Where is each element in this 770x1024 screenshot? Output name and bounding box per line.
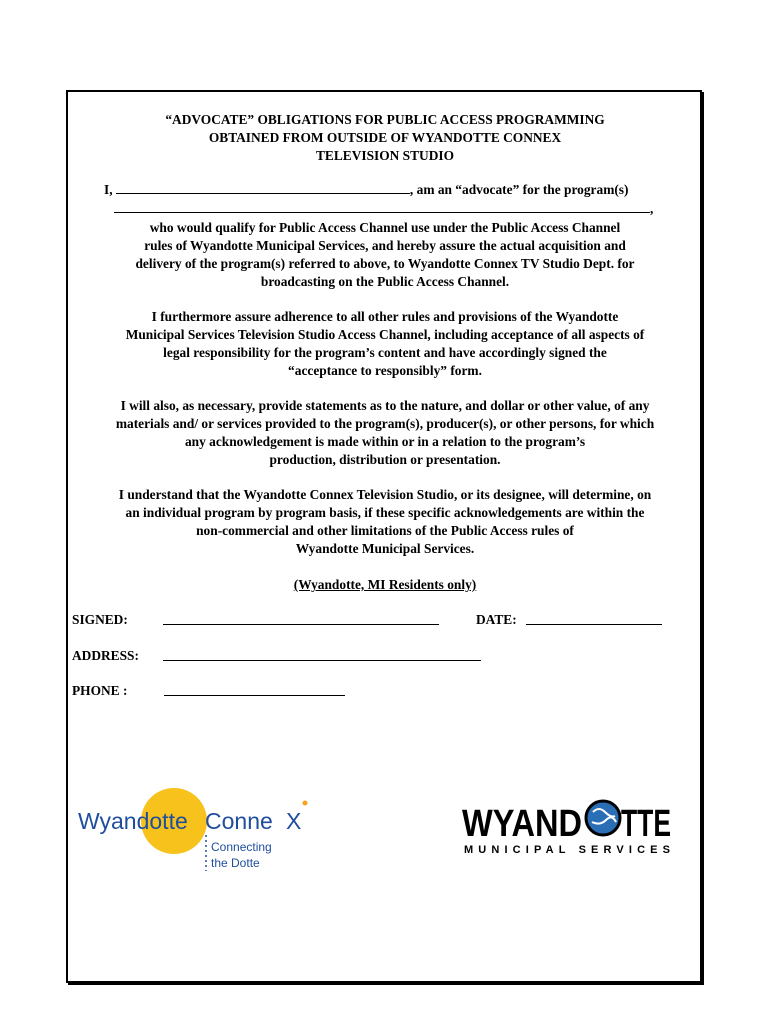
address-label: ADDRESS: [72, 648, 139, 663]
para1-line: delivery of the program(s) referred to above, to Wyandotte Connex TV Studio Dept. for [135, 256, 635, 271]
intro-line [104, 181, 628, 199]
wyandotte-connex-logo [76, 785, 316, 875]
para3-line: I will also, as necessary, provide statements as to the nature, and dollar or other value, of any [120, 398, 650, 413]
residents-note [70, 576, 700, 594]
paragraph-1 [70, 219, 700, 291]
connex-name-wyandotte: Wyandotte [78, 808, 188, 834]
wyandotte-municipal-services-logo [458, 790, 678, 860]
signature-field[interactable] [163, 624, 439, 625]
title-line-1: “ADVOCATE” OBLIGATIONS FOR PUBLIC ACCESS PROGRAMMING [165, 112, 605, 127]
program-name-blank[interactable] [114, 200, 650, 213]
connex-name-x: X [286, 808, 302, 834]
para1-line: rules of Wyandotte Municipal Services, and hereby assure the actual acquisition and [144, 238, 626, 253]
wms-subtitle: MUNICIPAL SERVICES [464, 844, 670, 856]
para4-line: Wyandotte Municipal Services. [295, 541, 475, 556]
paragraph-4 [70, 486, 700, 558]
para4-line: non-commercial and other limitations of the Public Access rules of [196, 523, 574, 538]
wms-globe-icon [586, 801, 620, 835]
connex-tagline-1: Connecting [211, 840, 272, 854]
intro-suffix: , am an “advocate” for the program(s) [409, 182, 629, 197]
paragraph-2 [70, 308, 700, 380]
paragraph-3 [70, 397, 700, 469]
para3-line: materials and/ or services provided to the program(s), producer(s), or other persons, for which [115, 416, 655, 431]
residents-note-text: (Wyandotte, MI Residents only) [293, 577, 477, 592]
connex-dot-icon [303, 801, 308, 806]
wms-name-wyand: WYAND [462, 803, 582, 845]
signed-label: SIGNED: [72, 612, 128, 627]
intro-prefix: I, [104, 182, 113, 197]
date-field[interactable] [526, 624, 662, 625]
wms-name-tte: TTE [621, 803, 671, 845]
address-field[interactable] [163, 660, 481, 661]
para3-line: production, distribution or presentation. [269, 452, 501, 467]
para2-line: I furthermore assure adherence to all other rules and provisions of the Wyandotte [151, 309, 619, 324]
para4-line: an individual program by program basis, if these specific acknowledgements are within the [125, 505, 645, 520]
connex-name-conne: Conne [205, 808, 273, 834]
phone-field[interactable] [164, 695, 345, 696]
document-title [0, 111, 770, 165]
para2-line: Municipal Services Television Studio Access Channel, including acceptance of all aspects of [125, 327, 645, 342]
para2-line: “acceptance to responsibly” form. [288, 363, 482, 378]
program-line [114, 200, 653, 218]
title-line-3: TELEVISION STUDIO [315, 148, 455, 163]
connex-tagline-2: the Dotte [211, 856, 260, 870]
date-label: DATE: [476, 612, 517, 627]
program-line-comma: , [650, 201, 654, 216]
advocate-name-blank[interactable] [116, 181, 410, 194]
para1-line: broadcasting on the Public Access Channel. [260, 274, 510, 289]
para3-line: any acknowledgement is made within or in a relation to the program’s [184, 434, 586, 449]
phone-label: PHONE : [72, 683, 128, 698]
para4-line: I understand that the Wyandotte Connex Television Studio, or its designee, will determine, on [118, 487, 652, 502]
para1-line: who would qualify for Public Access Channel use under the Public Access Channel [149, 220, 621, 235]
title-line-2: OBTAINED FROM OUTSIDE OF WYANDOTTE CONNEX [208, 130, 562, 145]
para2-line: legal responsibility for the program’s content and have accordingly signed the [163, 345, 607, 360]
